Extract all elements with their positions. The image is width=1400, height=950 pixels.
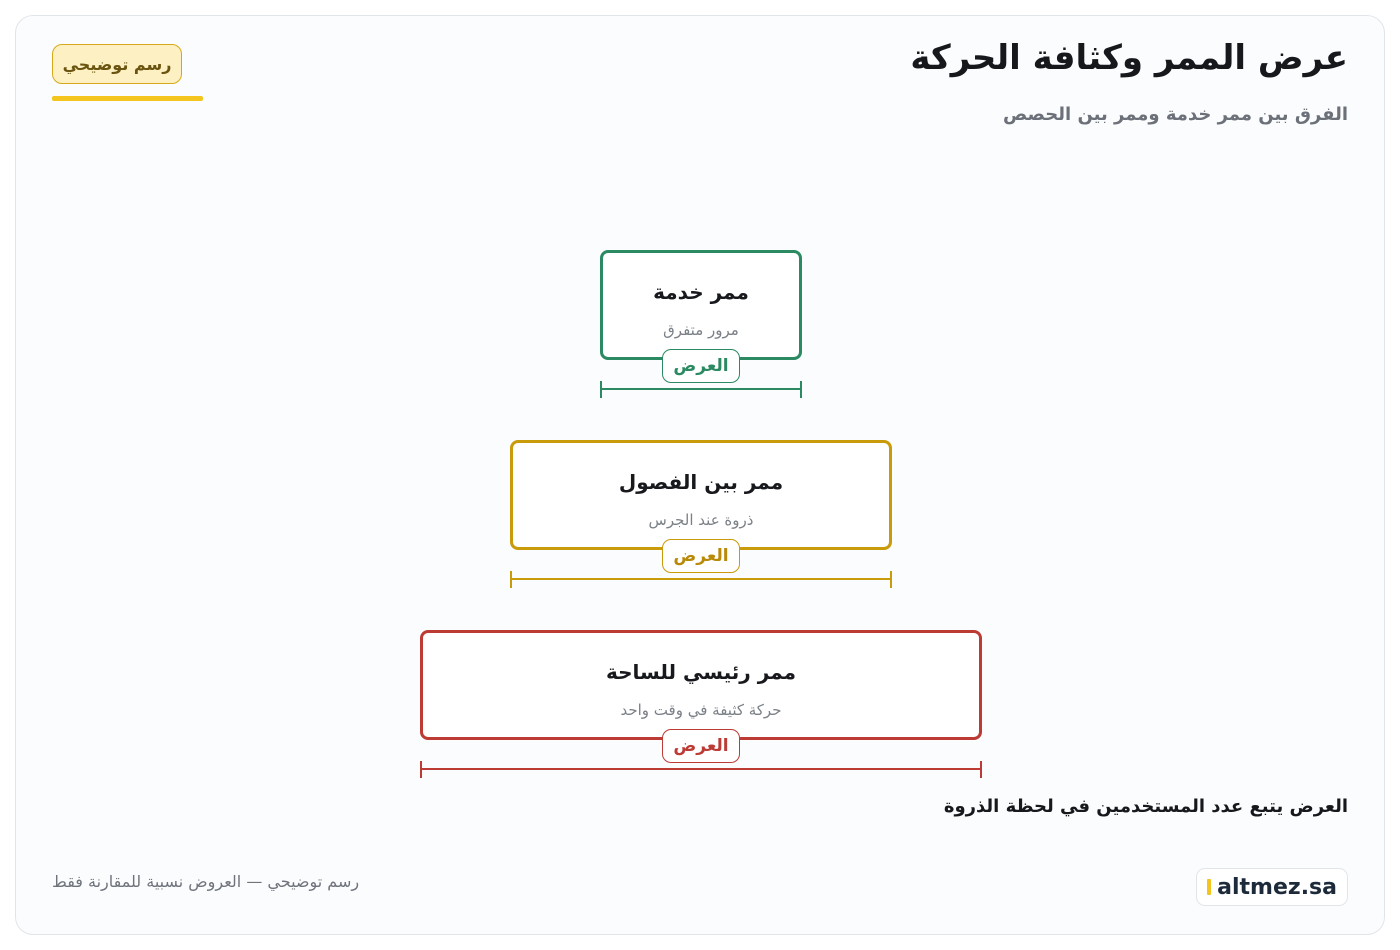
logo-accent-bar (1207, 879, 1211, 895)
width-dimension-line (600, 388, 802, 390)
page-subtitle: الفرق بين ممر خدمة وممر بين الحصص (1002, 104, 1348, 125)
dimension-tick-left (600, 381, 602, 398)
corridor-description: حركة كثيفة في وقت واحد (620, 701, 782, 719)
footer-note: رسم توضيحي — العروض نسبية للمقارنة فقط (52, 872, 360, 891)
dimension-tick-right (890, 571, 892, 588)
brand-logo[interactable] (1196, 868, 1348, 906)
page-title: عرض الممر وكثافة الحركة (910, 38, 1348, 78)
corridor-main-courtyard (420, 630, 982, 780)
corridor-description: ذروة عند الجرس (648, 511, 754, 529)
illustration-badge: رسم توضيحي (52, 44, 182, 84)
dimension-tick-right (980, 761, 982, 778)
badge-underline (52, 96, 203, 101)
width-dimension-line (420, 768, 982, 770)
corridor-name: ممر خدمة (653, 280, 749, 304)
dimension-tick-right (800, 381, 802, 398)
corridor-description: مرور متفرق (663, 321, 739, 339)
corridor-service (600, 250, 802, 400)
corridor-between-classes (510, 440, 892, 590)
width-label: العرض (662, 539, 740, 573)
corridor-box (600, 250, 802, 360)
corridor-box (510, 440, 892, 550)
corridor-box (420, 630, 982, 740)
corridor-name: ممر بين الفصول (618, 470, 784, 494)
width-label: العرض (662, 729, 740, 763)
dimension-tick-left (510, 571, 512, 588)
width-label: العرض (662, 349, 740, 383)
width-rule-note: العرض يتبع عدد المستخدمين في لحظة الذروة (943, 796, 1348, 817)
corridor-name: ممر رئيسي للساحة (605, 660, 796, 684)
width-dimension-line (510, 578, 892, 580)
dimension-tick-left (420, 761, 422, 778)
logo-text: altmez.sa (1217, 874, 1337, 900)
